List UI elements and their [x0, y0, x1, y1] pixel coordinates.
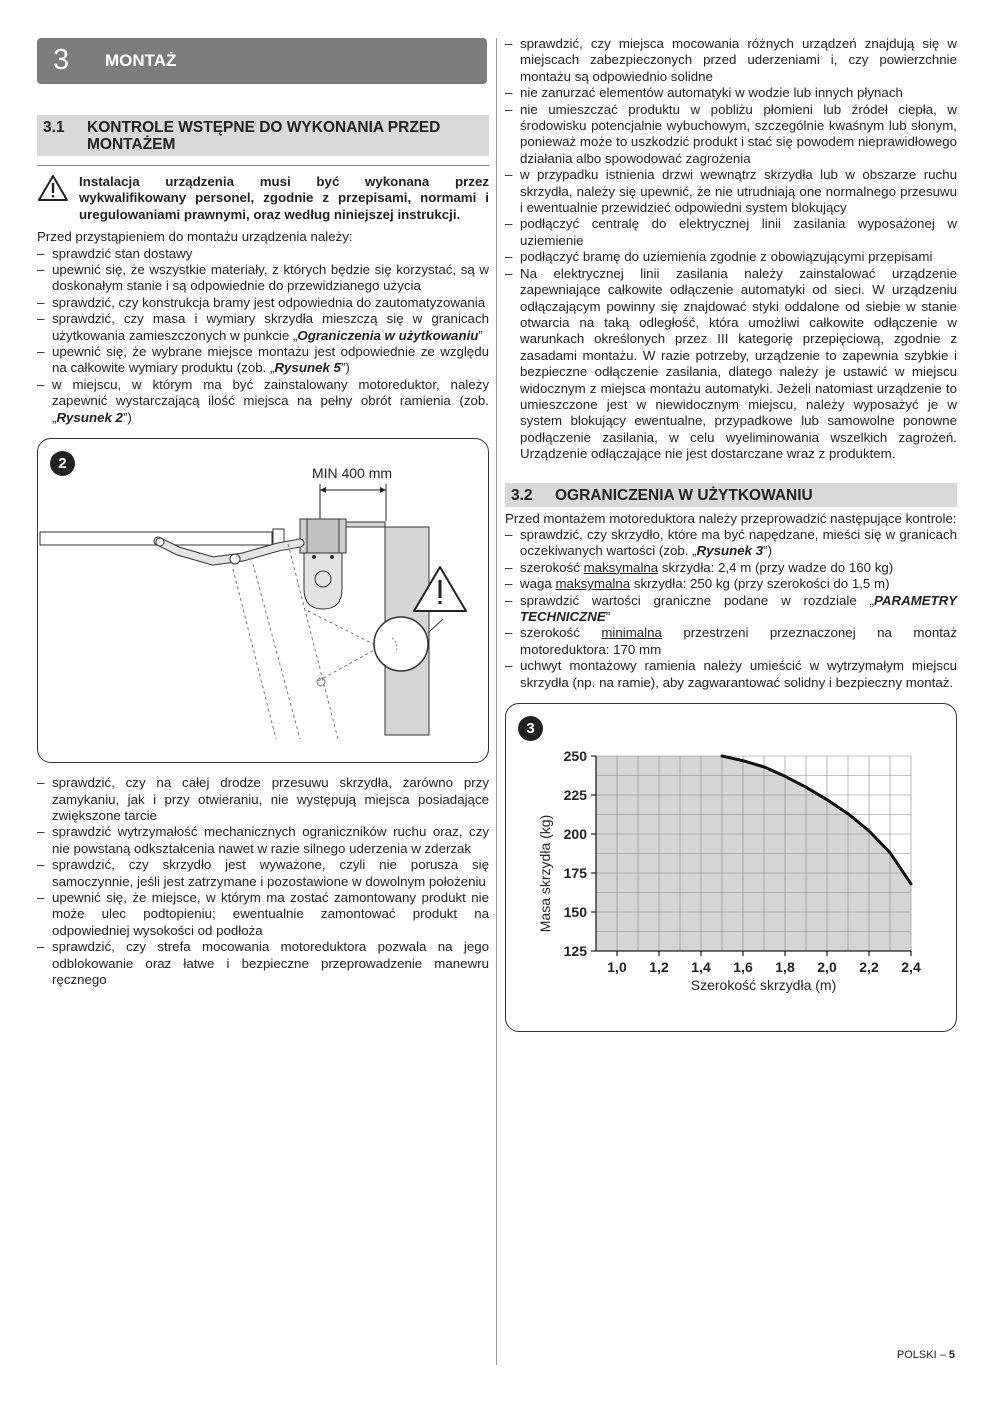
- list-item: [505, 527, 957, 560]
- list-item: [505, 593, 957, 626]
- figure-number-badge: 2: [50, 451, 75, 476]
- list-item: [505, 625, 957, 658]
- list-item-text: sprawdzić stan dostawy: [52, 245, 193, 261]
- list-item-tail: skrzydła: 250 kg (przy szerokości do 1,5 m): [630, 576, 890, 592]
- intro-text: Przed przystąpieniem do montażu urządzenia należy:: [37, 229, 353, 245]
- list-item: [505, 658, 957, 691]
- list-item: [505, 249, 957, 265]
- list-item: [505, 560, 957, 576]
- list-item-text: szerokość: [520, 625, 602, 641]
- y-tick-label: 250: [563, 748, 587, 765]
- y-tick-label: 175: [563, 865, 587, 882]
- list-item: [37, 857, 489, 890]
- list-item: [37, 377, 489, 426]
- chapter-title: MONTAŻ: [105, 51, 177, 70]
- underlined-term: maksymalna: [583, 559, 659, 575]
- list-item-text: upewnić się, że miejsce, w którym ma zostać zamontowany produkt nie może ulec podtopieniu; ewentualnie zamontować produkt na odpowiedniej wysokości od podłoża: [52, 889, 489, 938]
- x-tick-label: 2,0: [817, 959, 837, 976]
- page-number: 5: [948, 1349, 955, 1361]
- x-tick-label: 2,4: [901, 959, 921, 976]
- list-item-text: szerokość: [520, 559, 584, 575]
- list-item-text: nie umieszczać produktu w pobliżu płomieni lub źródeł ciepła, w środowisku potencjalnie wybuchowym, szczególnie kwaśnym lub słonym, ponieważ może to uszkodzić produkt i stać się powodem nieprawidłowego działania albo spowodować zagrożenia: [520, 101, 957, 166]
- list-item-text: uchwyt montażowy ramienia należy umieścić w wytrzymałym miejscu skrzydła (np. na ramie), aby zagwarantować solidny i bezpieczny montaż.: [520, 658, 957, 690]
- warning-text: Instalacja urządzenia musi być wykonana przez wykwalifikowany personel, zgodnie z przepisami, normami i uregulowaniami prawnymi, oraz według niniejszej instrukcji.: [79, 174, 489, 222]
- section-title: OGRANICZENIA W UŻYTKOWANIU: [555, 486, 813, 504]
- figure-2: [37, 438, 489, 763]
- list-item: [37, 824, 489, 857]
- checklist-continued: [37, 775, 489, 988]
- list-item-text: upewnić się, że wszystkie materiały, z których będzie się korzystać, są w doskonałym stanie i są odpowiednie do przewidzianego użycia: [52, 262, 489, 294]
- list-item-text: sprawdzić wytrzymałość mechanicznych ograniczników ruchu oraz, czy nie powstaną odkształcenia nawet w razie silnego uderzenia w zderzak: [52, 824, 489, 856]
- list-item-text: nie zanurzać elementów automatyki w wodzie lub innych płynach: [520, 85, 903, 101]
- warning-triangle-icon: [37, 174, 69, 202]
- list-item: [505, 102, 957, 168]
- chapter-number: 3: [53, 44, 70, 76]
- y-axis-label: Masa skrzydła (kg): [537, 814, 553, 933]
- list-item-text: w przypadku istnienia drzwi wewnątrz skrzydła lub w obszarze ruchu skrzydła, należy się upewnić, że nie utrudniają one normalnego przesuwu i ewentualnie przewidzieć odpowiedni system blokujący: [520, 167, 957, 216]
- list-item: [505, 85, 957, 101]
- checklist-right: [505, 36, 957, 463]
- page-footer: [897, 1349, 955, 1361]
- list-item-tail: ”: [478, 327, 483, 343]
- mass-width-chart: [506, 704, 958, 1031]
- list-item-text: sprawdzić, czy miejsca mocowania różnych urządzeń znajdują się w miejscach zabezpieczonych przed uderzeniami i, czy powierzchnie montażu są odpowiednio solidne: [520, 36, 957, 84]
- installation-drawing: [38, 439, 490, 762]
- list-item: [37, 344, 489, 377]
- column-divider: [496, 38, 497, 1365]
- x-tick-label: 1,0: [607, 959, 627, 976]
- section-number: 3.2: [511, 486, 533, 504]
- list-item-text: sprawdzić, czy skrzydło, które ma być napędzane, mieści się w granicach oczekiwanych wartości (zob. „: [520, 526, 957, 559]
- list-item-text: sprawdzić, czy skrzydło jest wyważone, czyli nie porusza się samoczynnie, jeśli jest zatrzymane i pozostawione w dowolnym położeniu: [52, 857, 489, 889]
- list-item-tail: przestrzeni przeznaczonej na montaż motoreduktora: 170 mm: [520, 625, 957, 657]
- list-item-text: waga: [520, 576, 556, 592]
- x-tick-label: 1,8: [775, 959, 795, 976]
- x-tick-label: 2,2: [859, 959, 879, 976]
- list-item-text: w miejscu, w którym ma być zainstalowany motoreduktor, należy zapewnić wystarczającą ilość miejsca na pełny obrót ramienia (zob. „: [52, 376, 489, 425]
- y-tick-label: 150: [563, 904, 587, 921]
- underlined-term: maksymalna: [555, 576, 631, 592]
- list-item-text: sprawdzić, czy na całej drodze przesuwu skrzydła, zarówno przy zamykaniu, jak i przy otwieraniu, nie występują miejsca posiadające zwiększone tarcie: [52, 775, 489, 823]
- section-heading-3-2: [505, 483, 957, 507]
- x-tick-label: 1,6: [733, 959, 753, 976]
- list-item-tail: skrzydła: 2,4 m (przy wadze do 160 kg): [658, 559, 894, 575]
- section-heading-3-1: [37, 115, 489, 156]
- dimension-label: MIN 400 mm: [311, 465, 393, 482]
- list-item-text: Na elektrycznej linii zasilania należy zainstalować urządzenie zapewniające całkowite odłączenie automatyki od sieci. W urządzeniu odłączającym powinny się znajdować styki oddalone od siebie w stanie otwarcia na taką odległość, która umożliwi całkowite odłączenie w warunkach określonych przez III kategorię przepięciową, zgodnie z zasadami montażu. W razie potrzeby, urządzenie to zapewnia szybkie i bezpieczne odłączenie zasilania, dlatego należy je ustawić w miejscu widocznym z miejsca montażu automatyki. Jeżeli natomiast urządzenie to umieszczone jest w niewidocznym miejscu, należy wyposażyć je w system blokujący ewentualne, przypadkowe lub samowolne ponowne podłączenie zasilania, w celu wyeliminowania wszelkich zagrożeń. Urządzenie odłączające nie jest dostarczane wraz z produktem.: [520, 265, 957, 462]
- cross-reference: Rysunek 5: [274, 360, 341, 376]
- list-item: [37, 775, 489, 824]
- footer-language: POLSKI –: [896, 1349, 949, 1361]
- list-item-tail: ”): [763, 543, 773, 559]
- y-tick-label: 125: [563, 943, 587, 960]
- list-item-tail: ”): [122, 409, 132, 425]
- list-item-text: sprawdzić wartości graniczne podane w rozdziale „: [520, 592, 874, 608]
- list-item: [505, 36, 957, 85]
- right-column: [505, 0, 957, 1032]
- list-item: [37, 939, 489, 988]
- checklist: [37, 246, 489, 426]
- cross-reference: Rysunek 2: [56, 409, 123, 425]
- figure-3: [505, 703, 957, 1032]
- cross-reference: Rysunek 3: [696, 543, 764, 559]
- x-axis-label: Szerokość skrzydła (m): [690, 977, 837, 994]
- list-item: [37, 246, 489, 262]
- list-item: [505, 216, 957, 249]
- list-item-tail: ”): [340, 360, 350, 376]
- list-item-text: sprawdzić, czy strefa mocowania motoreduktora pozwala na jego odblokowanie oraz łatwe i bezpieczne przeprowadzenie manewru ręcznego: [52, 939, 489, 987]
- y-tick-label: 200: [563, 826, 587, 843]
- x-tick-label: 1,4: [691, 959, 711, 976]
- limits-list: [505, 527, 957, 691]
- list-item: [37, 262, 489, 295]
- section-title: KONTROLE WSTĘPNE DO WYKONANIA PRZED MONTAŻEM: [87, 119, 441, 153]
- left-column: [37, 0, 489, 988]
- figure-number-badge: 3: [518, 716, 543, 741]
- section-number: 3.1: [43, 119, 65, 136]
- list-item-tail: ”: [605, 609, 611, 624]
- list-item-text: podłączyć bramę do uziemienia zgodnie z obowiązującymi przepisami: [520, 249, 933, 265]
- cross-reference: PARAMETRY TECHNICZNE: [520, 592, 957, 624]
- y-tick-label: 225: [563, 787, 587, 804]
- list-item: [505, 576, 957, 592]
- list-item: [37, 890, 489, 939]
- list-item-text: podłączyć centralę do elektrycznej linii zasilania wyposażonej w uziemienie: [520, 216, 957, 248]
- cross-reference: Ograniczenia w użytkowaniu: [297, 327, 479, 343]
- list-item-text: sprawdzić, czy masa i wymiary skrzydła mieszczą się w granicach użytkowania zamieszczonych w punkcie „: [52, 311, 489, 343]
- list-item: [37, 295, 489, 311]
- list-item: [505, 266, 957, 463]
- x-tick-label: 1,2: [649, 959, 669, 976]
- list-item: [37, 311, 489, 344]
- list-item-text: sprawdzić, czy konstrukcja bramy jest odpowiednia do zautomatyzowania: [52, 294, 486, 310]
- warning-box: [37, 165, 489, 223]
- intro2-text: Przed montażem motoreduktora należy przeprowadzić następujące kontrole:: [505, 510, 957, 526]
- list-item-text: upewnić się, że wybrane miejsce montażu jest odpowiednie ze względu na całkowite wymiary produktu (zob. „: [52, 344, 489, 376]
- underlined-term: minimalna: [601, 625, 662, 641]
- list-item: [505, 167, 957, 216]
